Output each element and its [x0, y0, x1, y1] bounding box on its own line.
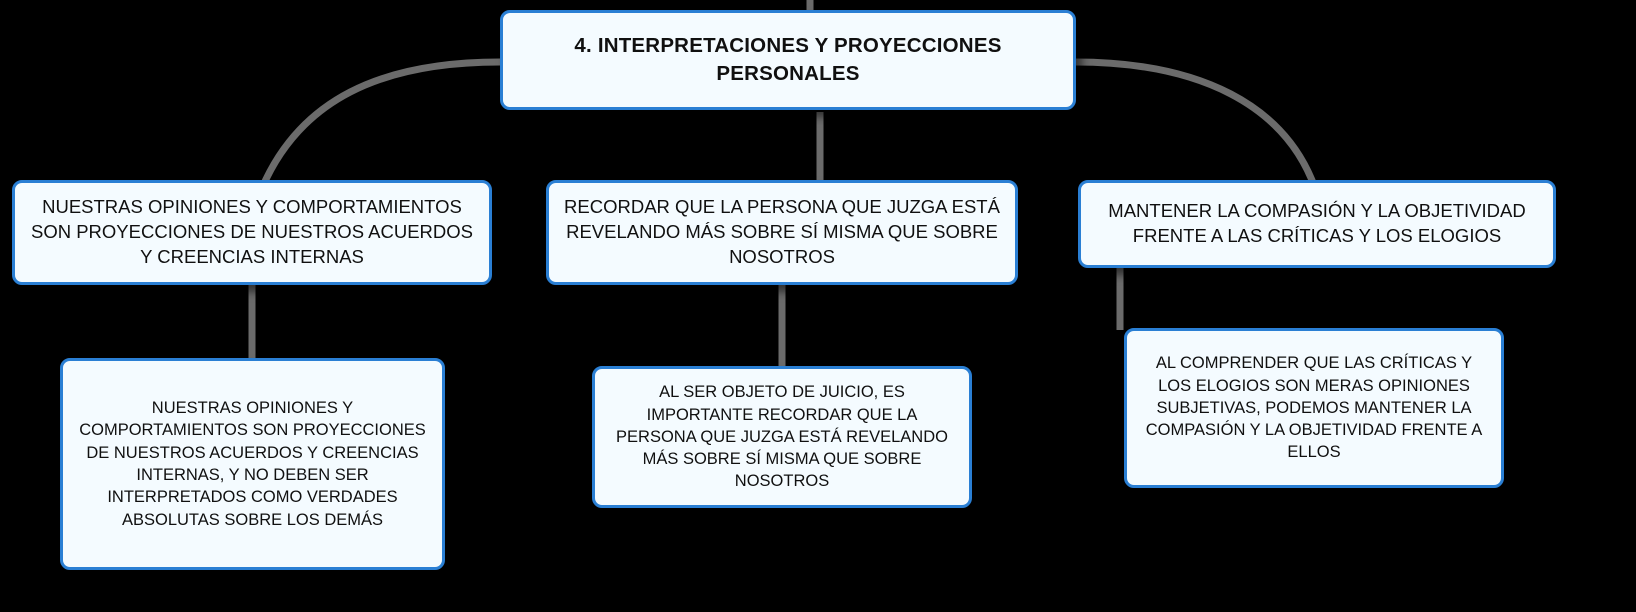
node-detail-3[interactable] [1124, 328, 1504, 488]
node-root-label: 4. INTERPRETACIONES Y PROYECCIONES PERSONALES [574, 34, 1002, 85]
node-branch-3-label: MANTENER LA COMPASIÓN Y LA OBJETIVIDAD FRENTE A LAS CRÍTICAS Y LOS ELOGIOS [1108, 200, 1526, 246]
node-detail-1-label: NUESTRAS OPINIONES Y COMPORTAMIENTOS SON PROYECCIONES DE NUESTROS ACUERDOS Y CREENCIAS INTERNAS, Y NO DEBEN SER INTERPRETADOS COMO VERDADES ABSOLUTAS SOBRE LOS DEMÁS [79, 399, 426, 529]
node-branch-2-label: RECORDAR QUE LA PERSONA QUE JUZGA ESTÁ REVELANDO MÁS SOBRE SÍ MISMA QUE SOBRE NOSOTROS [564, 196, 1000, 267]
node-branch-1[interactable] [12, 180, 492, 285]
node-branch-2[interactable] [546, 180, 1018, 285]
node-detail-3-label: AL COMPRENDER QUE LAS CRÍTICAS Y LOS ELOGIOS SON MERAS OPINIONES SUBJETIVAS, PODEMOS MANTENER LA COMPASIÓN Y LA OBJETIVIDAD FRENTE A ELLOS [1145, 354, 1483, 462]
node-branch-3[interactable] [1078, 180, 1556, 268]
node-root[interactable] [500, 10, 1076, 110]
node-detail-2-label: AL SER OBJETO DE JUICIO, ES IMPORTANTE RECORDAR QUE LA PERSONA QUE JUZGA ESTÁ REVELANDO MÁS SOBRE SÍ MISMA QUE SOBRE NOSOTROS [616, 383, 948, 491]
node-branch-1-label: NUESTRAS OPINIONES Y COMPORTAMIENTOS SON PROYECCIONES DE NUESTROS ACUERDOS Y CREENCIAS INTERNAS [30, 196, 474, 267]
node-detail-1[interactable] [60, 358, 445, 570]
node-detail-2[interactable] [592, 366, 972, 508]
